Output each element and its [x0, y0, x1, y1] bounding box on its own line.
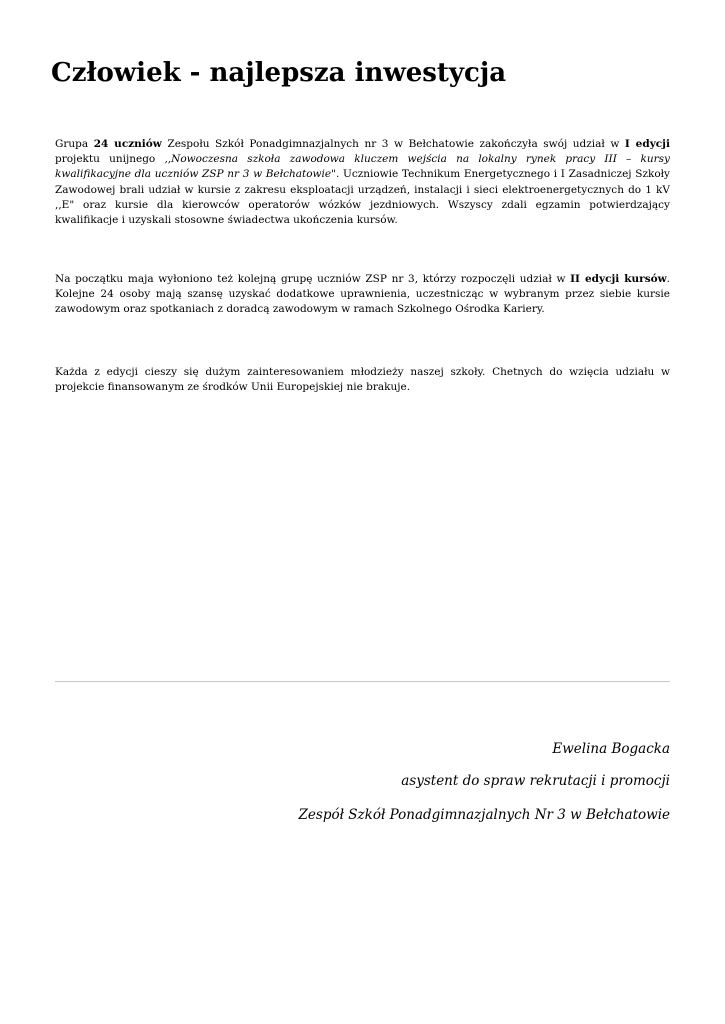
- signature-role: asystent do spraw rekrutacji i promocji: [401, 773, 670, 789]
- paragraph-text: projektu unijnego: [55, 153, 165, 166]
- bold-text: 24 uczniów: [93, 138, 162, 150]
- article-paragraph-2: [55, 272, 670, 318]
- signature-name: Ewelina Bogacka: [552, 741, 670, 757]
- horizontal-divider: [55, 681, 670, 682]
- bold-text: II edycji kursów: [570, 273, 667, 285]
- article-paragraph-1: [55, 137, 670, 228]
- paragraph-text: . Kolejne 24 osoby mają szansę uzyskać dodatkowe uprawnienia, uczestnicząc w wybranym przez siebie kursie zawodowym oraz spotkaniach z doradcą zawodowym w ramach Szkolnego Ośrodka Kariery.: [55, 273, 670, 316]
- article-paragraph-3: Każda z edycji cieszy się dużym zainteresowaniem młodzieży naszej szkoły. Chetnych do wzięcia udziału w projekcie finansowanym ze środków Unii Europejskiej nie brakuje.: [55, 366, 670, 394]
- signature-organization: Zespół Szkół Ponadgimnazjalnych Nr 3 w Bełchatowie: [298, 807, 670, 823]
- paragraph-text: Grupa: [55, 138, 94, 150]
- bold-text: I edycji: [624, 138, 670, 150]
- paragraph-text: Zespołu Szkół Ponadgimnazjalnych nr 3 w Bełchatowie zakończyła swój udział w: [161, 138, 625, 150]
- page-title: Człowiek - najlepsza inwestycja: [51, 58, 507, 88]
- project-name: ,,Nowoczesna szkoła zawodowa kluczem wejścia na lokalny rynek pracy III – kursy kwalifikacyjne dla uczniów ZSP nr 3 w Bełchatowie": [55, 153, 670, 181]
- paragraph-text: Na początku maja wyłoniono też kolejną grupę uczniów ZSP nr 3, którzy rozpoczęli udział w: [55, 273, 571, 285]
- paragraph-text: . Uczniowie Technikum Energetycznego i I Zasadniczej Szkoły Zawodowej brali udział w kursie z zakresu eksploatacji urządzeń, instalacji i sieci elektroenergetycznych do 1 kV ,,E" oraz kursie dla kierowców operatorów wózków jezdniowych. Wszyscy zdali egzamin potwierdzający kwalifikacje i uzyskali stosowne świadectwa ukończenia kursów.: [55, 168, 670, 227]
